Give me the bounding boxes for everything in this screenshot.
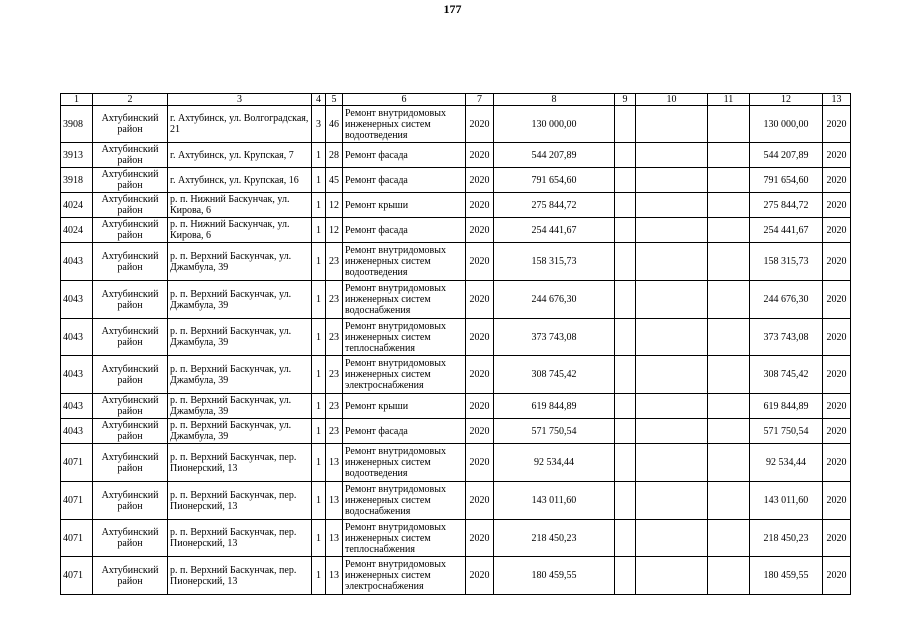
- cell-address: р. п. Нижний Баскунчак, ул. Кирова, 6: [168, 218, 312, 243]
- cell-id: 4071: [61, 520, 93, 557]
- cell-year-end: 2020: [823, 218, 851, 243]
- cell-buildings: 1: [312, 168, 326, 193]
- cell-district: Ахтубинский район: [93, 193, 168, 218]
- cell-col-11: [708, 444, 750, 482]
- cell-total-cost: 92 534,44: [750, 444, 823, 482]
- cell-id: 4024: [61, 193, 93, 218]
- cell-address: р. п. Верхний Баскунчак, ул. Джамбула, 39: [168, 394, 312, 419]
- cell-district: Ахтубинский район: [93, 520, 168, 557]
- cell-year-end: 2020: [823, 520, 851, 557]
- cell-col-9: [615, 319, 636, 356]
- cell-address: р. п. Верхний Баскунчак, пер. Пионерский, 13: [168, 444, 312, 482]
- cell-address: р. п. Верхний Баскунчак, ул. Джамбула, 39: [168, 243, 312, 281]
- cell-work-type: Ремонт внутридомовых инженерных систем электроснабжения: [343, 356, 466, 394]
- cell-total-cost: 218 450,23: [750, 520, 823, 557]
- cell-col-9: [615, 356, 636, 394]
- cell-col-9: [615, 168, 636, 193]
- cell-work-type: Ремонт внутридомовых инженерных систем водоотведения: [343, 243, 466, 281]
- cell-total-cost: 308 745,42: [750, 356, 823, 394]
- cell-col-9: [615, 557, 636, 595]
- col-header-2: 2: [93, 94, 168, 106]
- cell-floors: 13: [326, 444, 343, 482]
- cell-col-9: [615, 394, 636, 419]
- cell-col-9: [615, 143, 636, 168]
- cell-col-9: [615, 419, 636, 444]
- cell-year-start: 2020: [466, 143, 494, 168]
- cell-district: Ахтубинский район: [93, 394, 168, 419]
- cell-address: р. п. Верхний Баскунчак, ул. Джамбула, 39: [168, 319, 312, 356]
- cell-col-9: [615, 193, 636, 218]
- cell-buildings: 1: [312, 356, 326, 394]
- cell-year-start: 2020: [466, 482, 494, 520]
- repair-schedule-table: [60, 93, 851, 595]
- cell-cost: 544 207,89: [494, 143, 615, 168]
- cell-col-11: [708, 143, 750, 168]
- cell-year-end: 2020: [823, 419, 851, 444]
- cell-col-10: [636, 143, 708, 168]
- cell-buildings: 1: [312, 193, 326, 218]
- cell-district: Ахтубинский район: [93, 281, 168, 319]
- cell-buildings: 1: [312, 520, 326, 557]
- cell-col-11: [708, 419, 750, 444]
- cell-year-end: 2020: [823, 243, 851, 281]
- cell-id: 4043: [61, 243, 93, 281]
- cell-district: Ахтубинский район: [93, 444, 168, 482]
- table-row: [61, 168, 851, 193]
- cell-buildings: 1: [312, 143, 326, 168]
- cell-id: 3908: [61, 106, 93, 143]
- cell-work-type: Ремонт фасада: [343, 218, 466, 243]
- cell-buildings: 1: [312, 419, 326, 444]
- cell-buildings: 3: [312, 106, 326, 143]
- cell-col-9: [615, 243, 636, 281]
- cell-col-11: [708, 193, 750, 218]
- cell-year-start: 2020: [466, 243, 494, 281]
- cell-total-cost: 158 315,73: [750, 243, 823, 281]
- cell-address: р. п. Верхний Баскунчак, ул. Джамбула, 39: [168, 356, 312, 394]
- cell-cost: 254 441,67: [494, 218, 615, 243]
- cell-floors: 12: [326, 193, 343, 218]
- cell-floors: 23: [326, 319, 343, 356]
- cell-floors: 46: [326, 106, 343, 143]
- cell-buildings: 1: [312, 243, 326, 281]
- col-header-1: 1: [61, 94, 93, 106]
- cell-cost: 143 011,60: [494, 482, 615, 520]
- cell-col-9: [615, 218, 636, 243]
- cell-work-type: Ремонт внутридомовых инженерных систем водоотведения: [343, 444, 466, 482]
- cell-year-start: 2020: [466, 444, 494, 482]
- cell-year-start: 2020: [466, 557, 494, 595]
- cell-floors: 13: [326, 482, 343, 520]
- cell-address: г. Ахтубинск, ул. Крупская, 7: [168, 143, 312, 168]
- cell-district: Ахтубинский район: [93, 482, 168, 520]
- cell-buildings: 1: [312, 218, 326, 243]
- cell-district: Ахтубинский район: [93, 243, 168, 281]
- table-row: [61, 243, 851, 281]
- cell-year-start: 2020: [466, 218, 494, 243]
- cell-work-type: Ремонт крыши: [343, 394, 466, 419]
- cell-year-end: 2020: [823, 143, 851, 168]
- table-body: [61, 106, 851, 595]
- table-row: [61, 319, 851, 356]
- table-row: [61, 444, 851, 482]
- cell-district: Ахтубинский район: [93, 218, 168, 243]
- cell-year-end: 2020: [823, 356, 851, 394]
- cell-year-end: 2020: [823, 193, 851, 218]
- cell-id: 4043: [61, 419, 93, 444]
- cell-work-type: Ремонт внутридомовых инженерных систем водоснабжения: [343, 281, 466, 319]
- cell-col-10: [636, 444, 708, 482]
- cell-col-11: [708, 168, 750, 193]
- cell-year-start: 2020: [466, 281, 494, 319]
- cell-work-type: Ремонт внутридомовых инженерных систем электроснабжения: [343, 557, 466, 595]
- cell-id: 3918: [61, 168, 93, 193]
- cell-address: г. Ахтубинск, ул. Волгоградская, 21: [168, 106, 312, 143]
- cell-id: 4043: [61, 356, 93, 394]
- cell-cost: 130 000,00: [494, 106, 615, 143]
- cell-id: 4071: [61, 482, 93, 520]
- cell-col-11: [708, 281, 750, 319]
- cell-cost: 275 844,72: [494, 193, 615, 218]
- cell-district: Ахтубинский район: [93, 356, 168, 394]
- cell-work-type: Ремонт внутридомовых инженерных систем водоотведения: [343, 106, 466, 143]
- cell-col-11: [708, 356, 750, 394]
- cell-address: р. п. Верхний Баскунчак, пер. Пионерский, 13: [168, 557, 312, 595]
- col-header-13: 13: [823, 94, 851, 106]
- cell-work-type: Ремонт фасада: [343, 168, 466, 193]
- cell-id: 4024: [61, 218, 93, 243]
- table-row: [61, 482, 851, 520]
- cell-work-type: Ремонт внутридомовых инженерных систем теплоснабжения: [343, 319, 466, 356]
- cell-address: г. Ахтубинск, ул. Крупская, 16: [168, 168, 312, 193]
- cell-col-10: [636, 218, 708, 243]
- table-row: [61, 143, 851, 168]
- cell-col-10: [636, 243, 708, 281]
- col-header-7: 7: [466, 94, 494, 106]
- cell-col-11: [708, 106, 750, 143]
- cell-buildings: 1: [312, 281, 326, 319]
- cell-floors: 23: [326, 356, 343, 394]
- col-header-12: 12: [750, 94, 823, 106]
- cell-address: р. п. Верхний Баскунчак, ул. Джамбула, 39: [168, 281, 312, 319]
- cell-total-cost: 619 844,89: [750, 394, 823, 419]
- cell-year-end: 2020: [823, 281, 851, 319]
- cell-floors: 23: [326, 394, 343, 419]
- cell-work-type: Ремонт внутридомовых инженерных систем водоснабжения: [343, 482, 466, 520]
- cell-id: 4071: [61, 444, 93, 482]
- cell-buildings: 1: [312, 444, 326, 482]
- cell-cost: 158 315,73: [494, 243, 615, 281]
- cell-total-cost: 244 676,30: [750, 281, 823, 319]
- cell-id: 4043: [61, 394, 93, 419]
- col-header-8: 8: [494, 94, 615, 106]
- cell-year-end: 2020: [823, 394, 851, 419]
- cell-year-start: 2020: [466, 419, 494, 444]
- cell-total-cost: 180 459,55: [750, 557, 823, 595]
- cell-col-9: [615, 281, 636, 319]
- cell-buildings: 1: [312, 319, 326, 356]
- cell-cost: 373 743,08: [494, 319, 615, 356]
- table-row: [61, 394, 851, 419]
- cell-col-11: [708, 482, 750, 520]
- cell-total-cost: 254 441,67: [750, 218, 823, 243]
- cell-col-10: [636, 168, 708, 193]
- cell-district: Ахтубинский район: [93, 143, 168, 168]
- cell-col-10: [636, 106, 708, 143]
- table-row: [61, 356, 851, 394]
- cell-total-cost: 130 000,00: [750, 106, 823, 143]
- table-row: [61, 218, 851, 243]
- cell-total-cost: 275 844,72: [750, 193, 823, 218]
- col-header-3: 3: [168, 94, 312, 106]
- table-row: [61, 557, 851, 595]
- cell-year-start: 2020: [466, 356, 494, 394]
- header-row: [61, 94, 851, 106]
- cell-district: Ахтубинский район: [93, 106, 168, 143]
- cell-id: 4043: [61, 281, 93, 319]
- cell-cost: 619 844,89: [494, 394, 615, 419]
- col-header-11: 11: [708, 94, 750, 106]
- cell-col-10: [636, 482, 708, 520]
- cell-floors: 23: [326, 243, 343, 281]
- cell-col-9: [615, 106, 636, 143]
- col-header-6: 6: [343, 94, 466, 106]
- cell-cost: 571 750,54: [494, 419, 615, 444]
- cell-district: Ахтубинский район: [93, 419, 168, 444]
- cell-year-end: 2020: [823, 319, 851, 356]
- cell-year-end: 2020: [823, 444, 851, 482]
- cell-year-end: 2020: [823, 482, 851, 520]
- cell-col-11: [708, 394, 750, 419]
- cell-year-end: 2020: [823, 168, 851, 193]
- cell-id: 4043: [61, 319, 93, 356]
- cell-cost: 180 459,55: [494, 557, 615, 595]
- cell-year-start: 2020: [466, 168, 494, 193]
- cell-total-cost: 373 743,08: [750, 319, 823, 356]
- cell-col-10: [636, 557, 708, 595]
- cell-work-type: Ремонт фасада: [343, 419, 466, 444]
- cell-address: р. п. Верхний Баскунчак, пер. Пионерский, 13: [168, 482, 312, 520]
- cell-buildings: 1: [312, 482, 326, 520]
- cell-year-start: 2020: [466, 193, 494, 218]
- cell-col-10: [636, 281, 708, 319]
- cell-col-10: [636, 356, 708, 394]
- cell-id: 3913: [61, 143, 93, 168]
- cell-cost: 244 676,30: [494, 281, 615, 319]
- cell-floors: 12: [326, 218, 343, 243]
- cell-floors: 13: [326, 520, 343, 557]
- cell-col-10: [636, 319, 708, 356]
- cell-cost: 308 745,42: [494, 356, 615, 394]
- cell-col-9: [615, 520, 636, 557]
- table-row: [61, 193, 851, 218]
- cell-col-11: [708, 557, 750, 595]
- cell-total-cost: 544 207,89: [750, 143, 823, 168]
- cell-col-10: [636, 520, 708, 557]
- cell-address: р. п. Верхний Баскунчак, пер. Пионерский, 13: [168, 520, 312, 557]
- cell-col-11: [708, 520, 750, 557]
- cell-cost: 92 534,44: [494, 444, 615, 482]
- cell-buildings: 1: [312, 394, 326, 419]
- cell-col-10: [636, 193, 708, 218]
- cell-year-end: 2020: [823, 557, 851, 595]
- cell-total-cost: 571 750,54: [750, 419, 823, 444]
- col-header-4: 4: [312, 94, 326, 106]
- col-header-9: 9: [615, 94, 636, 106]
- cell-col-10: [636, 394, 708, 419]
- col-header-10: 10: [636, 94, 708, 106]
- cell-id: 4071: [61, 557, 93, 595]
- cell-work-type: Ремонт внутридомовых инженерных систем теплоснабжения: [343, 520, 466, 557]
- cell-floors: 13: [326, 557, 343, 595]
- cell-work-type: Ремонт фасада: [343, 143, 466, 168]
- cell-cost: 218 450,23: [494, 520, 615, 557]
- cell-year-start: 2020: [466, 106, 494, 143]
- cell-col-10: [636, 419, 708, 444]
- cell-district: Ахтубинский район: [93, 168, 168, 193]
- cell-district: Ахтубинский район: [93, 557, 168, 595]
- cell-cost: 791 654,60: [494, 168, 615, 193]
- cell-work-type: Ремонт крыши: [343, 193, 466, 218]
- page-number: 177: [443, 2, 462, 16]
- cell-col-11: [708, 243, 750, 281]
- col-header-5: 5: [326, 94, 343, 106]
- table-row: [61, 419, 851, 444]
- cell-total-cost: 791 654,60: [750, 168, 823, 193]
- table-row: [61, 281, 851, 319]
- cell-floors: 45: [326, 168, 343, 193]
- cell-floors: 23: [326, 281, 343, 319]
- cell-col-9: [615, 444, 636, 482]
- cell-floors: 23: [326, 419, 343, 444]
- cell-col-11: [708, 319, 750, 356]
- cell-year-start: 2020: [466, 319, 494, 356]
- cell-address: р. п. Нижний Баскунчак, ул. Кирова, 6: [168, 193, 312, 218]
- cell-year-start: 2020: [466, 394, 494, 419]
- cell-total-cost: 143 011,60: [750, 482, 823, 520]
- cell-year-end: 2020: [823, 106, 851, 143]
- cell-year-start: 2020: [466, 520, 494, 557]
- table-row: [61, 106, 851, 143]
- cell-col-11: [708, 218, 750, 243]
- table-row: [61, 520, 851, 557]
- cell-col-9: [615, 482, 636, 520]
- cell-district: Ахтубинский район: [93, 319, 168, 356]
- cell-buildings: 1: [312, 557, 326, 595]
- cell-floors: 28: [326, 143, 343, 168]
- cell-address: р. п. Верхний Баскунчак, ул. Джамбула, 39: [168, 419, 312, 444]
